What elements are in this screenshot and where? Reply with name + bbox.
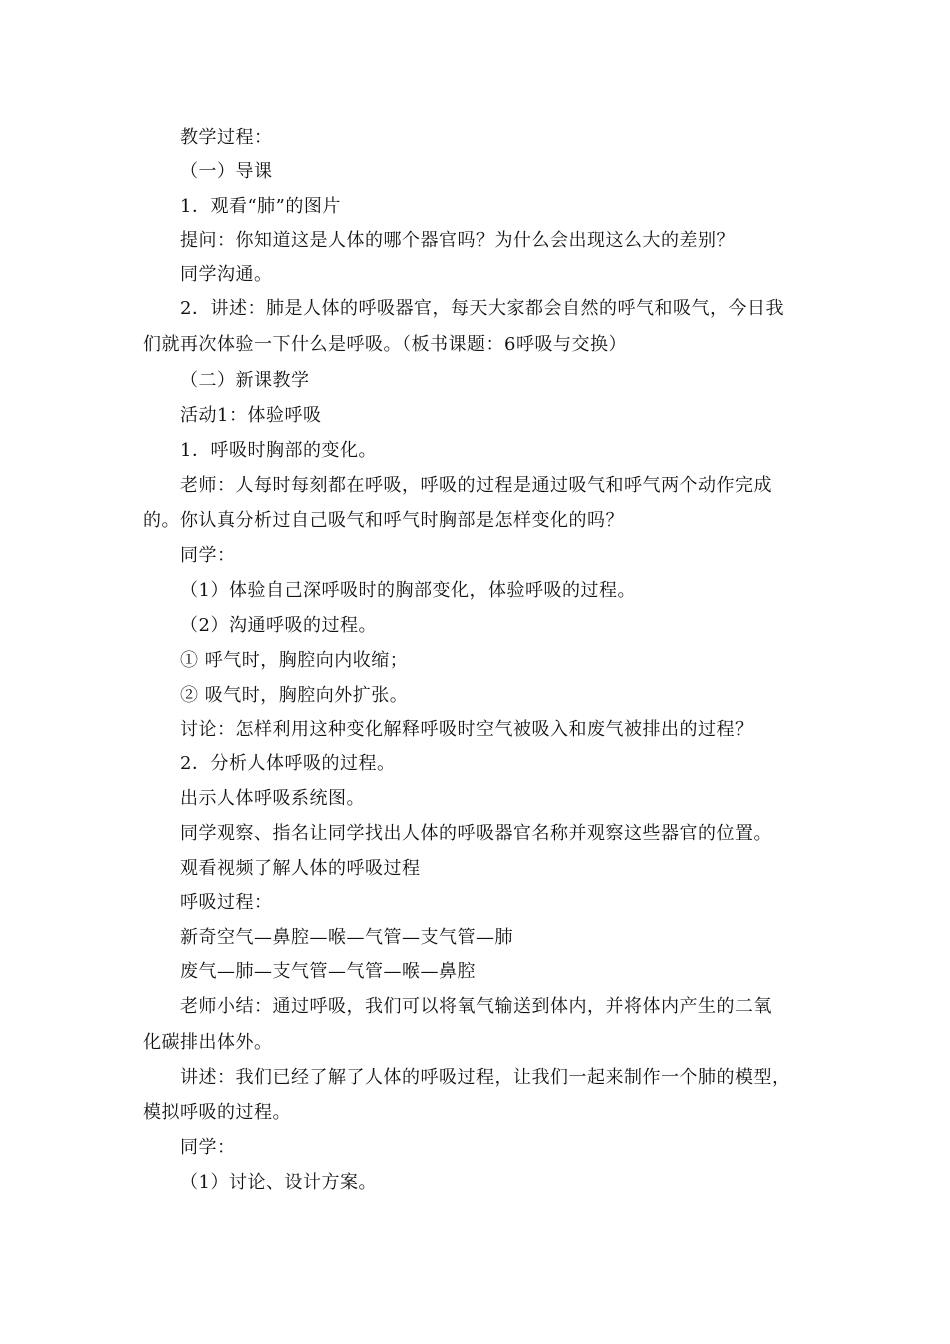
paragraph-line: 观看视频了解人体的呼吸过程 <box>180 858 421 879</box>
paragraph-line: 2．分析人体呼吸的过程。 <box>180 753 396 774</box>
paragraph-line: （1）体验自己深呼吸时的胸部变化，体验呼吸的过程。 <box>180 580 636 601</box>
paragraph-line: 们就再次体验一下什么是呼吸。（板书课题：6呼吸与交换） <box>143 334 627 355</box>
paragraph-line: 废气—肺—支气管—气管—喉—鼻腔 <box>180 961 476 982</box>
subsection-heading: （二）新课教学 <box>180 370 310 391</box>
paragraph-line: ① 呼气时，胸腔向内收缩； <box>180 650 409 671</box>
paragraph-line: 的。你认真分析过自己吸气和呼气时胸部是怎样变化的吗？ <box>143 510 624 531</box>
paragraph-line: 活动1：体验呼吸 <box>180 405 322 426</box>
paragraph-line: 同学观察、指名让同学找出人体的呼吸器官名称并观察这些器官的位置。 <box>180 823 772 844</box>
paragraph-line: 提问：你知道这是人体的哪个器官吗？为什么会出现这么大的差别？ <box>180 230 735 251</box>
paragraph-line: （2）沟通呼吸的过程。 <box>180 615 377 636</box>
paragraph-line: （1）讨论、设计方案。 <box>180 1172 377 1193</box>
paragraph-line: ② 吸气时，胸腔向外扩张。 <box>180 685 409 706</box>
paragraph-line: 模拟呼吸的过程。 <box>143 1102 291 1123</box>
paragraph-line: 老师：人每时每刻都在呼吸，呼吸的过程是通过吸气和呼气两个动作完成 <box>180 475 772 496</box>
paragraph-line: 讨论：怎样利用这种变化解释呼吸时空气被吸入和废气被排出的过程？ <box>180 719 754 740</box>
paragraph-line: 新奇空气—鼻腔—喉—气管—支气管—肺 <box>180 927 513 948</box>
paragraph-line: 化碳排出体外。 <box>143 1032 273 1053</box>
paragraph-line: 同学： <box>180 545 236 566</box>
paragraph-line: 1．观看“肺”的图片 <box>180 196 341 217</box>
paragraph-line: 呼吸过程： <box>180 892 273 913</box>
paragraph-line: 老师小结：通过呼吸，我们可以将氧气输送到体内，并将体内产生的二氧 <box>180 996 772 1017</box>
subsection-heading: （一）导课 <box>180 161 273 182</box>
paragraph-line: 1．呼吸时胸部的变化。 <box>180 440 377 461</box>
paragraph-line: 2．讲述：肺是人体的呼吸器官，每天大家都会自然的呼气和吸气，今日我 <box>180 298 784 319</box>
section-heading: 教学过程： <box>180 127 273 148</box>
paragraph-line: 同学： <box>180 1137 236 1158</box>
paragraph-line: 讲述：我们已经了解了人体的呼吸过程，让我们一起来制作一个肺的模型， <box>180 1067 791 1088</box>
paragraph-line: 同学沟通。 <box>180 264 273 285</box>
paragraph-line: 出示人体呼吸系统图。 <box>180 788 365 809</box>
